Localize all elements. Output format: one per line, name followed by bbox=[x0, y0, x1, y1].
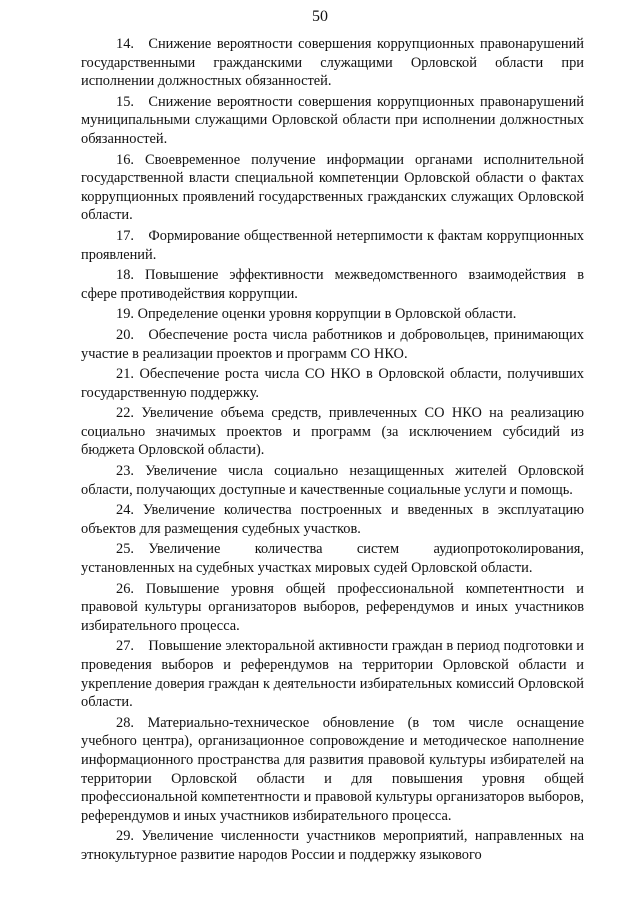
paragraph-21: 21. Обеспечение роста числа СО НКО в Орловской области, получивших государственную поддержку. bbox=[81, 366, 584, 401]
paragraph-16: 16. Своевременное получение информации органами исполнительной государственной власти специальной компетенции Орловской области о фактах коррупционных проявлений государственных гражданских служащих Орловской области. bbox=[81, 151, 584, 224]
paragraph-17: 17. Формирование общественной нетерпимости к фактам коррупционных проявлений. bbox=[81, 227, 584, 263]
document-body bbox=[81, 35, 584, 867]
paragraph-27: 27. Повышение электоральной активности граждан в период подготовки и проведения выборов и референдумов на территории Орловской области и укрепление доверия граждан к деятельности избирательных комиссий Орловской области. bbox=[81, 638, 584, 711]
paragraph-19: 19. Определение оценки уровня коррупции в Орловской области. bbox=[116, 306, 517, 323]
page-number: 50 bbox=[312, 8, 328, 25]
paragraph-22: 22. Увеличение объема средств, привлеченных СО НКО на реализацию социально значимых проектов и программ (за исключением субсидий из бюджета Орловской области). bbox=[81, 405, 584, 459]
paragraph-23: 23. Увеличение числа социально незащищенных жителей Орловской области, получающих доступные и качественные социальные услуги и помощь. bbox=[81, 463, 584, 498]
paragraph-15: 15. Снижение вероятности совершения коррупционных правонарушений муниципальными служащими Орловской области при исполнении должностных обязанностей. bbox=[81, 93, 584, 147]
paragraph-28: 28. Материально-техническое обновление (в том числе оснащение учебного центра), организационное сопровождение и методическое наполнение информационного пространства для развития правовой культуры избирателей на территории Орловской области и для повышения уровня общей профессиональной компетентности и правовой культуры организаторов выборов, референдумов и иных участников избирательного процесса. bbox=[81, 714, 584, 824]
paragraph-29: 29. Увеличение численности участников мероприятий, направленных на этнокультурное развитие народов России и поддержку языкового bbox=[81, 828, 584, 863]
paragraph-24: 24. Увеличение количества построенных и введенных в эксплуатацию объектов для размещения судебных участков. bbox=[81, 502, 584, 537]
paragraph-26: 26. Повышение уровня общей профессиональной компетентности и правовой культуры организаторов выборов, референдумов и иных участников избирательного процесса. bbox=[81, 580, 584, 634]
paragraph-14: 14. Снижение вероятности совершения коррупционных правонарушений государственными гражданскими служащими Орловской области при исполнении должностных обязанностей. bbox=[81, 36, 584, 90]
paragraph-25: 25. Увеличение количества систем аудиопротоколирования, установленных на судебных участках мировых судей Орловской области. bbox=[81, 541, 584, 577]
paragraph-20: 20. Обеспечение роста числа работников и добровольцев, принимающих участие в реализации проектов и программ СО НКО. bbox=[81, 326, 584, 362]
paragraph-18: 18. Повышение эффективности межведомственного взаимодействия в сфере противодействия коррупции. bbox=[81, 267, 584, 302]
